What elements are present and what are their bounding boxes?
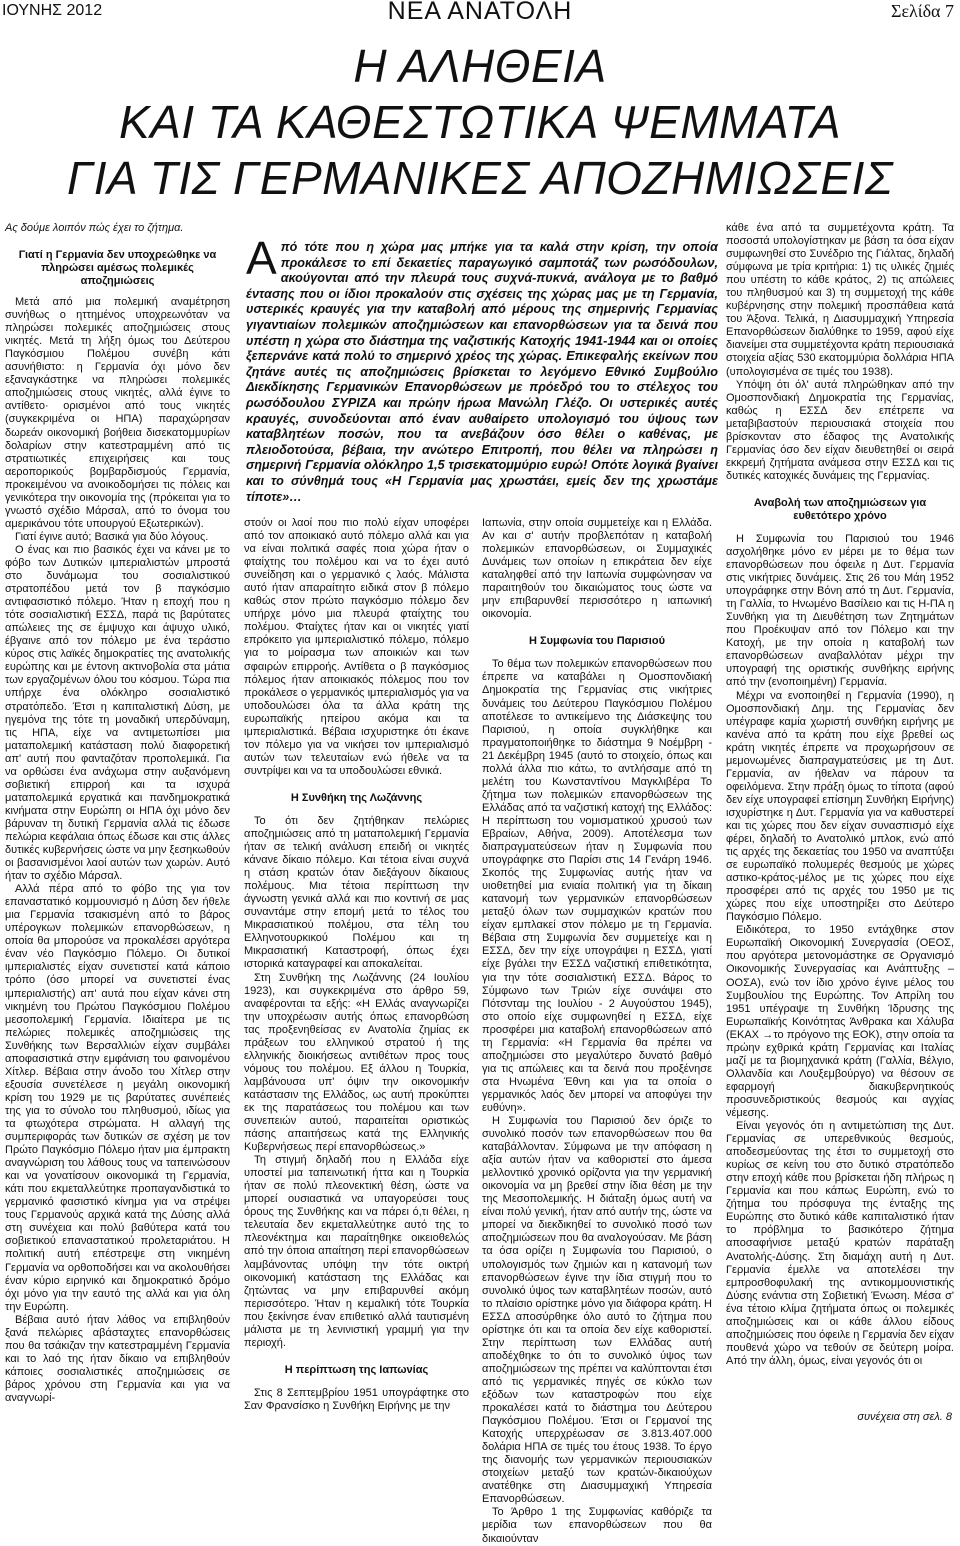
paragraph: Το θέμα των πολεμικών επανορθώσεων που έπρεπε να καταβάλει η Ομοσπονδιακή Δημοκρατία της Γερμανίας στις νικήτριες δυνάμεις του Δεύτερου Παγκόσμιου Πολέμου αποτέλεσε το αντικείμενο της Διάσκεψης του Παρισιού, η οποία συγκλήθηκε και πραγματοποιήθηκε το διάστημα 9 Νοέμβρη - 21 Δεκέμβρη 1945 (αυτό το στοιχείο, όπως και πολλά άλλα πιο κάτω, το αντλήσαμε από τη μελέτη του Κωνσταντίνου Μαγκλιβέρα Το ζήτημα των πολεμικών επανορθώσεων της Ελλάδας από τα ναζιστική κατοχή της Ελλάδος: Η περίπτωση του νομισματικού χρυσού των Εβραίων, Αθήνα, 2009). Αποτέλεσμα των διαπραγματεύσεων ήταν η Συμφωνία που υπογράφηκε στο Παρίσι στις 14 Γενάρη 1946. Σκοπός της Συμφωνίας αυτής ήταν να υιοθετηθεί μια ενιαία πολιτική για τη δίκαιη κατανομή των γερμανικών επανορθώσεων μεταξύ όλων των συμμαχικών κρατών που είχαν εμπλακεί στον πόλεμο με τη Γερμανία. Βέβαια στη Συμφωνία δεν συμμετείχε και η ΕΣΣΔ, δεν την είχε υπογράψει η ΕΣΣΔ, γιατί είχε βγάλει την ΕΣΣΔ ναζιστική επιθετικότητα, για την τότε σοσιαλιστική ΕΣΣΔ. Βάρος το Σύμφωνο των Τριών είχε συνάψει στο Πότσνταμ της Ιουλίου - 2 Αυγούστου 1945), στο οποίο είχε συμφωνηθεί η ΕΣΣΔ, είχε προσφέρει μια καταβολή επανορθώσεων από τη Γερμανία: «Η Γερμανία θα πρέπει να αποζημιώσει στο μεγαλύτερο δυνατό βαθμό για τις απώλειες και τα δεινά που προξένησε στα Ηνωμένα Έθνη και για τα οποία ο γερμανικός λαός δεν μπορεί να αποφύγει την ευθύνη». bbox=[482, 658, 712, 1114]
paragraph: Μέχρι να ενοποιηθεί η Γερμανία (1990), η Ομοσπονδιακή Δημ. της Γερμανίας δεν υπέγραφε καμία χωριστή συνθήκη ειρήνης με κανένα από τα κράτη που είχε βρεθεί ως κράτη νικητές έπρεπε να προχωρήσουν σε μεμονωμένες διαπραγματεύσεις με τη Δυτ. Γερμανία, αν ήθελαν να πάρουν τα οφειλόμενα. Στην πράξη όμως το τίποτα (αφού δεν είχε υπογραφεί επίσημη Συνθήκη Ειρήνης) ισχυρίστηκε η Δυτ. Γερμανία για να καθυστερεί και τις χώρες που δεν είχαν συνασπισμό είχε φέρει, δηλαδή το Ανατολικό μπλοκ, ενώ από τις αρχές της δεκαετίας του 1950 να αναπτύξει σε ευρωπαϊκό πολυμερές θεσμούς με χώρες αστικο-κράτος-μέλος με τις χώρες που είχε προσφέρει από τις αρχές του 1950 με τις χώρες που είχε υποστηρίξει στο Δεύτερο Παγκόσμιο Πόλεμο. bbox=[726, 689, 954, 924]
paragraph: Η Συμφωνία του Παρισιού δεν όριζε το συνολικό ποσόν των επανορθώσεων που θα καταβάλλονταν. Σύμφωνα με την απόφαση η αξία αυτών ήταν να καθοριστεί στο άμεσα μελλοντικό χρονικό ορίζοντα για την γερμανική οικονομία να μη βρεθεί στην ίδια θέση με την της Μεσοπολεμικής. Η διάταξη όμως αυτή να είναι πολύ γενική, ήταν από αυτήν της, ώστε να μπορεί να διεκδικηθεί το συνολικό ποσό των αποζημιώσεων που θα αναλογούσαν. Με βάση τα όσα ορίζει η Συμφωνία του Παρισιού, ο υπολογισμός των ζημιών και η κατανομή των επανορθώσεων έγινε την ίδια στιγμή που το συνολικό ύψος των καταβλητέων ποσών, αυτό το πλαίσιο ορίστηκε μόνο για διάφορα κράτη. Η ΕΣΣΔ αποσύρθηκε όλο αυτό το ζήτημα που ορίστηκε ότι και τα οποία δεν είχε καθοριστεί. Στην περίπτωση των Ελλάδας αυτή αποδέχθηκε το ότι το συνολικό ύψος των αποζημιώσεων της πρέπει να καλύπτονται έτσι από τις γερμανικές πηγές σε κύκλο των εξόδων των καταστροφών που είχε προκαλέσει κατά το διάστημα του Δεύτερου Παγκόσμιου Πολέμου. Έτσι οι Γερμανοί της Κατοχής υπερχρέωσαν σε 3.813.407.000 δολάρια ΗΠΑ σε τιμές του έτους 1938. Το έργο της διανομής των γερμανικών περιουσιακών στοιχείων μεταξύ των κρατών-δικαιούχων ανατέθηκε στη Διασυμμαχική Υπηρεσία Επανορθώσεων. bbox=[482, 1115, 713, 1506]
masthead bbox=[0, 0, 960, 30]
paragraph: Γιατί έγινε αυτό; Βασικά για δύο λόγους. bbox=[15, 530, 209, 543]
subheading: Αναβολή των αποζημιώσεων για ευθετότερο χρόνο bbox=[753, 496, 927, 522]
headline-line-1: Η ΑΛΗΘΕΙΑ bbox=[353, 40, 607, 92]
paragraph: Είναι γεγονός ότι η αντιμετώπιση της Δυτ. Γερμανίας σε υπερεθνικούς θεσμούς, αποδεσμεύοντας της έτσι το συμμετοχή στο κυρίως σε κείνη του στο δυτικό στρατόπεδο στην εποχή κάθε που βρίσκεται ήδη πλήρως η Γερμανία και που κάπως Ευρώπη, ενώ το ζήτημα του πρόσφυγα της ένταξης της Ευρώπης στο δυτικό κάθε καπιταλιστικό ήταν το πρόβλημα το βασικότερο ζήτημα αποσαφήνισε μεταξύ κρατών παράταξη Ανατολής-Δύσης. Στη διαμάχη αυτή η Δυτ. Γερμανία έμελλε να αποτελέσει την εμπροσθοφυλακή της αντικομμουνιστικής Δύσης ενάντια στη Σοβιετική Ένωση. Μέσα σ' ένα τέτοιο κλίμα ζητήματα όπως οι πολεμικές αποζημιώσεις και οι κάθε άλλου είδους αποζημιώσεις που όφειλε η Γερμανία δεν είχαν πουθενά χώρο να τεθούν σε δεύτερη μοίρα. Από την άλλη, όμως, είναι γεγονός ότι οι bbox=[726, 1120, 954, 1367]
paragraph: Υπόψη ότι όλ' αυτά πληρώθηκαν από την Ομοσπονδιακή Δημοκρατία της Γερμανίας, καθώς η ΕΣΣΔ δεν επέτρεπε να μεταβιβαστούν περιουσιακά στοιχεία που βρίσκονταν στο έδαφος της Ανατολικής Γερμανίας όσο δεν είχαν διευθετηθεί οι σειρά εκκρεμή ζητήματα ανάμεσα στην ΕΣΣΔ και τις δυτικές κατοχικές δυνάμεις της Γερμανίας. bbox=[726, 378, 954, 482]
subheading: Η Συμφωνία του Παρισιού bbox=[529, 635, 665, 648]
issue-date: ΙΟΥΝΗΣ 2012 bbox=[2, 2, 103, 19]
lead-text: πό τότε που η χώρα μας μπήκε για τα καλά στην κρίση, την οποία προκάλεσε το επί δεκαετίες παραγωγικό σαμποτάζ των ρωσόδουλων, ακούγονται από την πλευρά τους συχνά-πυκνά, ανάλογα με το βαθμό έντασης που οι ίδιοι προκαλούν στις σχέσεις της χώρας μας με τη Γερμανία, υστερικές κραυγές για την καταβολή από μέρους της σημερινής Γερμανίας γιγαντιαίων πολεμικών αποζημιώσεων και επανορθώσεων για τα δεινά που υπέστη η χώρα στο διάστημα της ναζιστικής Κατοχής 1941-1944 και οι οποίες ξεπερνάνε κατά πολύ το σημερινό χρέος της χώρας. Επικεφαλής εκείνων που ζητάνε αυτές τις αποζημιώσεις βρίσκεται το λεγόμενο Εθνικό Συμβούλιο Διεκδίκησης Γερμανικών Επανορθώσεων με πρόεδρό του το στέλεχος του ρωσόδουλου ΣΥΡΙΖΑ και πρώην ήρωα Μανώλη Γλέζο. Οι υστερικές αυτές κραυγές, συνοδεύονται από έναν αυθαίρετο υπολογισμό του ύψους των καταβλητέων ποσών, που τα ανεβάζουν όσο θέλει ο καθένας, με πλειοδοτούσα, βέβαια, την ανώτερο Επιτροπή, που θέλει να πληρώσει η σημερινή Γερμανία ολόκληρο 1,5 τρισεκατομμύριο ευρώ! Οπότε λογικά βγαίνει και το σύνθημά τους «Η Γερμανία μας χρωστάει, εμείς δεν της χρωστάμε τίποτε»… bbox=[246, 240, 718, 504]
paragraph: Το Άρθρο 1 της Συμφωνίας καθόριζε τα μερίδια των επανορθώσεων που θα δικαιούνταν bbox=[482, 1506, 712, 1545]
paragraph: στούν οι λαοί που πιο πολύ είχαν υποφέρει από τον αποικιακό αυτό πόλεμο αλλά και για να είναι πολιτικά σαφές ποια χώρα ήταν ο φταίχτης του πολέμου και να το έχει αυτό συνείδηση και ο γερμανικό ς λαός. Μάλιστα αυτό ήταν απαραίτητο ειδικά στον β πόλεμο καθώς στον πρώτο παγκόσμιο πόλεμο δεν υπήρχε μόνο μια πλευρά φταίχτης του πολέμου. Φταίχτες ήταν και οι νικητές γιατί επρόκειτο για ιμπεριαλιστικό πόλεμο, πόλεμο για το μοίρασμα των αποικιών και των σφαιρών επιρροής. Αντίθετα ο β παγκόσμιος πόλεμος ήταν αποικιακός πόλεμος που τον προκάλεσε ο γερμανικός ιμπεριαλισμός για να υποδουλώσει όλα τα άλλα κράτη της ευρωπαϊκής ηπείρου ακόμα και τα ιμπεριαλιστικά. Βέβαια ισχυριστηκε ότι έκανε τον πόλεμο για να νικήσει τον ιμπεριαλισμό αυτών των τελευταίων ενώ ήθελε να τα συντρίψει και να τα υποδουλώσει εθνικά. bbox=[244, 517, 469, 777]
paragraph: Το ότι δεν ζητήθηκαν πελώριες αποζημιώσεις από τη ματαπολεμική Γερμανία ήταν σε τελική ανάλυση επειδή οι νικητές κάνανε δίκαιο πόλεμο. Και τέτοια είναι συχνά η στάση κρατών όταν διεξάγουν δίκαιους πολέμους. Μια τέτοια περίπτωση την άγνωστη γενικά αλλά και πιο κοντινή σε μας συναντάμε στην επομή μετά το τέλος του Μικρασιατικού πολέμου, στα τέλη του Ελληνοτουρκικού Πολέμου και τη Μικρασιατική Καταστροφή, όπως έχει ιστορικά καταγραφεί και αποκαλείται. bbox=[244, 814, 469, 971]
paragraph: κάθε ένα από τα συμμετέχοντα κράτη. Τα ποσοστά υπολογίστηκαν με βάση τα όσα είχαν συμφωνηθεί στο Συνέδριο της Γιάλτας, δηλαδή σύμφωνα με τρία κριτήρια: 1) τις υλικές ζημιές που υπέστη το κάθε κράτος, 2) τις απώλειες του πληθυσμού και 3) τη συμμετοχή της κάθε κυβέρνησης στην πολεμική προσπάθεια κατά του Άξονα. Τελικά, η Διασυμμαχική Υπηρεσία Επανορθώσεων διαλύθηκε το 1959, αφού είχε διανείμει στα συμμετέχοντα κράτη περιουσιακά στοιχεία αξίας 530 εκατομμύρια δολλάρια ΗΠΑ (υπολογισμένα σε τιμές του 1938). bbox=[726, 222, 954, 378]
continuation-note: συνέχεια στη σελ. 8 bbox=[857, 1411, 952, 1423]
intro-line: Ας δούμε λοιπόν πώς έχει το ζήτημα. bbox=[5, 222, 184, 234]
headline bbox=[0, 38, 960, 206]
paragraph: Μετά από μια πολεμική αναμέτρηση συνήθως ο ηττημένος υποχρεωνόταν να πληρώσει πολεμικές αποζημιώσεις στους νικητές. Μετά τη λήξη όμως του Δεύτερου Παγκόσμιου Πολέμου συνέβη κάτι ασυνήθιστο: η Γερμανία όχι μόνο δεν εξαναγκάστηκε να πληρώσει πολεμικές αποζημιώσεις στους νικητές, αλλά έγινε το αντίθετο· ορισμένοι από τους νικητές (συγκεκριμένα οι ΗΠΑ) παραχώρησαν δωρεάν οικονομική βοήθεια δισεκατομμυρίων δολαρίων στην κατεστραμμένη από τις στρατιωτικές επιχειρήσεις και τους αεροπορικούς βομβαρδισμούς Γερμανία, προκειμένου να ανοικοδομήσει τις πόλεις και γενικότερα την οικονομία της (πρόκειται για το γνωστό σχέδιο Μάρσαλ, από το όνομα του αμερικάνου τότε υπουργού Εξωτερικών). bbox=[5, 296, 230, 530]
subheading: Γιατί η Γερμανία δεν υποχρεώθηκε να πληρώσει αμέσως πολεμικές αποζημιώσεις bbox=[18, 249, 217, 288]
lead-paragraph bbox=[246, 232, 718, 505]
page-number: Σελίδα 7 bbox=[890, 1, 954, 21]
paragraph: Τη στιγμή δηλαδή που η Ελλάδα είχε υποστεί μια ταπεινωτική ήττα και η Τουρκία ήταν σε πολύ πλεονεκτική θέση, ώστε να μπορεί ουσιαστικά να υπαγορεύσει τους όρους της Συνθήκης και να πάρει ό,τι θέλει, η τελευταία δεν εκμεταλλεύτηκε αυτό της το πλεονέκτημα και παραίτηθηκε οικειοθελώς από την όποια απαίτηση περί επανορθώσεων λαμβάνοντας υπόψη την τότε οικτρή οικονομική κατάσταση της Ελλάδας και ζητώντας να μην επιβαρυνθεί ακόμη περισσότερο. Ήταν η κεμαλική τότε Τουρκία που ξεκίνησε έναν επιθετικό αλλά ταυτισμένη μάλιστα με τη λενινιστική γραμμή για την περιοχή. bbox=[244, 1154, 469, 1349]
paragraph: Στη Συνθήκη της Λωζάννης (24 Ιουλίου 1923), και συγκεκριμένα στο άρθρο 59, αναφέρονται τα εξής: «Η Ελλάς αναγνωρίζει την υποχρέωσιν αυτής όπως επανορθώση τας προξενηθείσας εν Ανατολία ζημίας εκ πράξεων του ελληνικού στρατού ή της ελληνικής διοικήσεως αντιθέτων προς τους νόμους του πολέμου. Εξ άλλου η Τουρκία, λαμβάνουσα υπ' όψιν την οικονομικήν κατάστασιν της Ελλάδος, ως αυτή προκύπτει εκ της παρατάσεως του πολέμου και των συνεπειών αυτού, παραιτείται οριστικώς πάσης απαιτήσεως κατά της Ελληνικής Κυβερνήσεως περί επανορθώσεως.» bbox=[244, 971, 469, 1154]
paragraph: Στις 8 Σεπτεμβρίου 1951 υπογράφτηκε στο Σαν Φρανσίσκο η Συνθήκη Ειρήνης με την bbox=[244, 1386, 469, 1412]
column-2 bbox=[244, 517, 469, 1413]
paragraph: Αλλά πέρα από το φόβο της για τον επαναστατικό κομμουνισμό η Δύση δεν ήθελε μια Γερμανία τσακισμένη από το βάρος υπέρογκων πολεμικών επανορθώσεων, η οποία θα μπορούσε να προκαλέσει αργότερα έναν νέο Παγκόσμιο Πόλεμο. Οι δυτικοί ιμπεριαλιστές είχαν συνετιστεί κατά κάποιο τρόπο (όσο μπορεί να συνετιστεί ένας ιμπεριαλιστής) απ' αυτά που είχαν κάνει στη νικημένη του Πρώτου Παγκόσμιου Πολέμου μεσοπολεμική Γερμανία. Ιδιαίτερα με τις πελώριες πολεμικές αποζημιώσεις της Συνθήκης των Βερσαλλιών είχαν συμβάλει αποφασιστικά στην εμφάνιση του φαινομένου Χίτλερ. Βέβαια στην άνοδο του Χίτλερ στην εξουσία συνετέλεσε η μεγάλη οικονομική κρίση του 1929 με τις βαρύτατες συνέπειές της για το σύνολο του πληθυσμού, ιδίως για τα φτωχότερα στρώματα. Η αλλαγή της συμπεριφοράς των δυτικών σε σχέση με τον Πρώτο Παγκόσμιο Πόλεμο ήταν μια έμπρακτη αναγνώριση του λάθους τους να ταπεινώσουν και να γονατίσουν οικονομικά τη Γερμανία, κάτι που εκμεταλλεύτηκε προπαγανδιστικά το γερμανικό φασιστικό κίνημα για να στρέψει τους Γερμανούς αρχικά κατά της Δύσης αλλά στη συνέχεια και πολύ βαθύτερα κατά του σοβιετικού επαναστατικού προλεταριάτου. Η πολιτική αυτή επέστρεψε στη νικημένη Γερμανία να ορθοποδήσει και να ακολουθήσει έναν κύριο ειρηνικό και δημοκρατικό δρόμο όχι μόνο για την εαυτό της αλλά και για όλη την Ευρώπη. bbox=[5, 883, 230, 1313]
drop-cap: Α bbox=[246, 232, 277, 284]
paragraph: Ιαπωνία, στην οποία συμμετείχε και η Ελλάδα. Αν και σ' αυτήν προβλεπόταν η καταβολή πολεμικών επανορθώσεων, οι Συμμαχικές Δυνάμεις των οποίων η επικράτεια δεν είχε καταληφθεί από την Ιαπωνία συμφώνησαν να παραιτηθούν του δικαιώματος τους ώστε να μην επιβαρυνθεί περισσότερο η ιαπωνική οικονομία. bbox=[482, 517, 712, 621]
newspaper-name: ΝΕΑ ΑΝΑΤΟΛΗ bbox=[387, 0, 573, 25]
paragraph: Ειδικότερα, το 1950 εντάχθηκε στον Ευρωπαϊκή Οικονομική Συνεργασία (ΟΕΟΣ, που αργότερα μετονομάστηκε σε Οργανισμό Οικονομικής Συνεργασίας και Ανάπτυξης – ΟΟΣΑ), ενώ τον ίδιο χρόνο έγινε μέλος του Συμβουλίου της Ευρώπης. Τον Απρίλη του 1951 υπέγραψε τη Συνθήκη Ίδρυσης της Ευρωπαϊκής Κοινότητας Άνθρακα και Χάλυβα (ΕΚΑΧ →το πρόγονο της ΕΟΚ), στην οποία τα πρώην εχθρικά κράτη Γερμανίας και Ιταλίας μαζί με τα βιομηχανικά κράτη (Γαλλία, Βέλγιο, Ολλανδία και Λουξεμβούργο) να θέσουν σε εφαρμογή διακυβερνητικούς προσυνεδριστικούς θεσμούς και αγχίας νέμεσης. bbox=[726, 924, 954, 1119]
paragraph: Η Συμφωνία του Παρισιού του 1946 ασχολήθηκε μόνο εν μέρει με το θέμα των επανορθώσεων που όφειλε η Δυτ. Γερμανία στις νικήτριες δυνάμεις. Στις 26 του Μάη 1952 υπογράφηκε στην Βόνη από τη Δυτ. Γερμανία, τη Γαλλία, το Ηνωμένο Βασίλειο και τις Η-ΠΑ η Συνθήκη για τη Διευθέτηση των Ζητημάτων που Προέκυψαν από τον Πόλεμο και την Κατοχή, με την οποία η καταβολή των επανορθώσεων αναβαλλόταν μέχρι την υπογραφή της οριστικής συνθήκης ειρήνης από την (ενοποιημένη) Γερμανία. bbox=[726, 532, 954, 689]
column-4 bbox=[726, 222, 954, 1368]
column-3 bbox=[482, 517, 712, 1546]
subheading: Η περίπτωση της Ιαπωνίας bbox=[284, 1363, 429, 1376]
column-1 bbox=[5, 222, 230, 1405]
subheading: Η Συνθήκη της Λωζάννης bbox=[290, 791, 423, 804]
paragraph: Βέβαια αυτό ήταν λάθος να επιβληθούν ξανά πελώριες αβάσταχτες επανορθώσεις που θα τσάκιζαν την κατεστραμμένη Γερμανία και το λαό της ήταν δίκαιο να επιβληθούν κάποιες σοσιαλιστικές αποζημιώσεις σε βάρος χρόνου στη Γερμανία και για να αναγνωρί- bbox=[5, 1313, 230, 1404]
headline-line-3: ΓΙΑ ΤΙΣ ΓΕΡΜΑΝΙΚΕΣ ΑΠΟΖΗΜΙΩΣΕΙΣ bbox=[67, 152, 893, 204]
paragraph: Ο ένας και πιο βασικός έχει να κάνει με το φόβο των Δυτικών ιμπεριαλιστών μπροστά στο δυνάμωμα του σοσιαλιστικού στρατοπέδου μετά τον β παγκόσμιο αντιφασιστικό πόλεμο. Ήταν η εποχή που η τότε σοσιαλιστική ΕΣΣΔ, παρά τις βαρύτατες απώλειες της σε έμψυχο και άψυχο υλικό, έβγαινε από τον πόλεμο με ένα τεράστιο κύρος στις λαϊκές δημοκρατίες της ανατολικής ευρώπης και με έντονη ακτινοβολία στα μάτια των εργαζομένων όλου του κόσμου. Τώρα πια υπήρχε ένα ολόκληρο σοσιαλιστικό στρατόπεδο. Έτσι η καπιταλιστική Δύση, με ηγεμόνα της τότε τη μοναδική υπερδύναμη, τις ΗΠΑ, είχε να αντιμετωπίσει μια ματαπολεμική κατάσταση πολύ διαφορετική απ' αυτή που φανταζόταν προπολεμικά. Για να ορθώσει ένα ανάχωμα στην αυξανόμενη σοβιετική επιρροή και τα ισχυρά ματαπολεμικά εργατικά και πανδημοκρατικά κινήματα στην Ευρώπη οι ΗΠΑ όχι μόνο δεν βάρυναν τη δυτική Γερμανία αλλά τις έδωσε πελώρια κεφάλαια όπως έδωσε και στις άλλες δυτικές κυβερνήσεις ώστε να μην ξεσηκωθούν οι βασανισμένοι λαοί αυτών των χωρών. Αυτό ήταν το σχέδιο Μάρσαλ. bbox=[5, 543, 230, 883]
headline-line-2: ΚΑΙ ΤΑ ΚΑΘΕΣΤΩΤΙΚΑ ΨΕΜΜΑΤΑ bbox=[118, 96, 842, 148]
